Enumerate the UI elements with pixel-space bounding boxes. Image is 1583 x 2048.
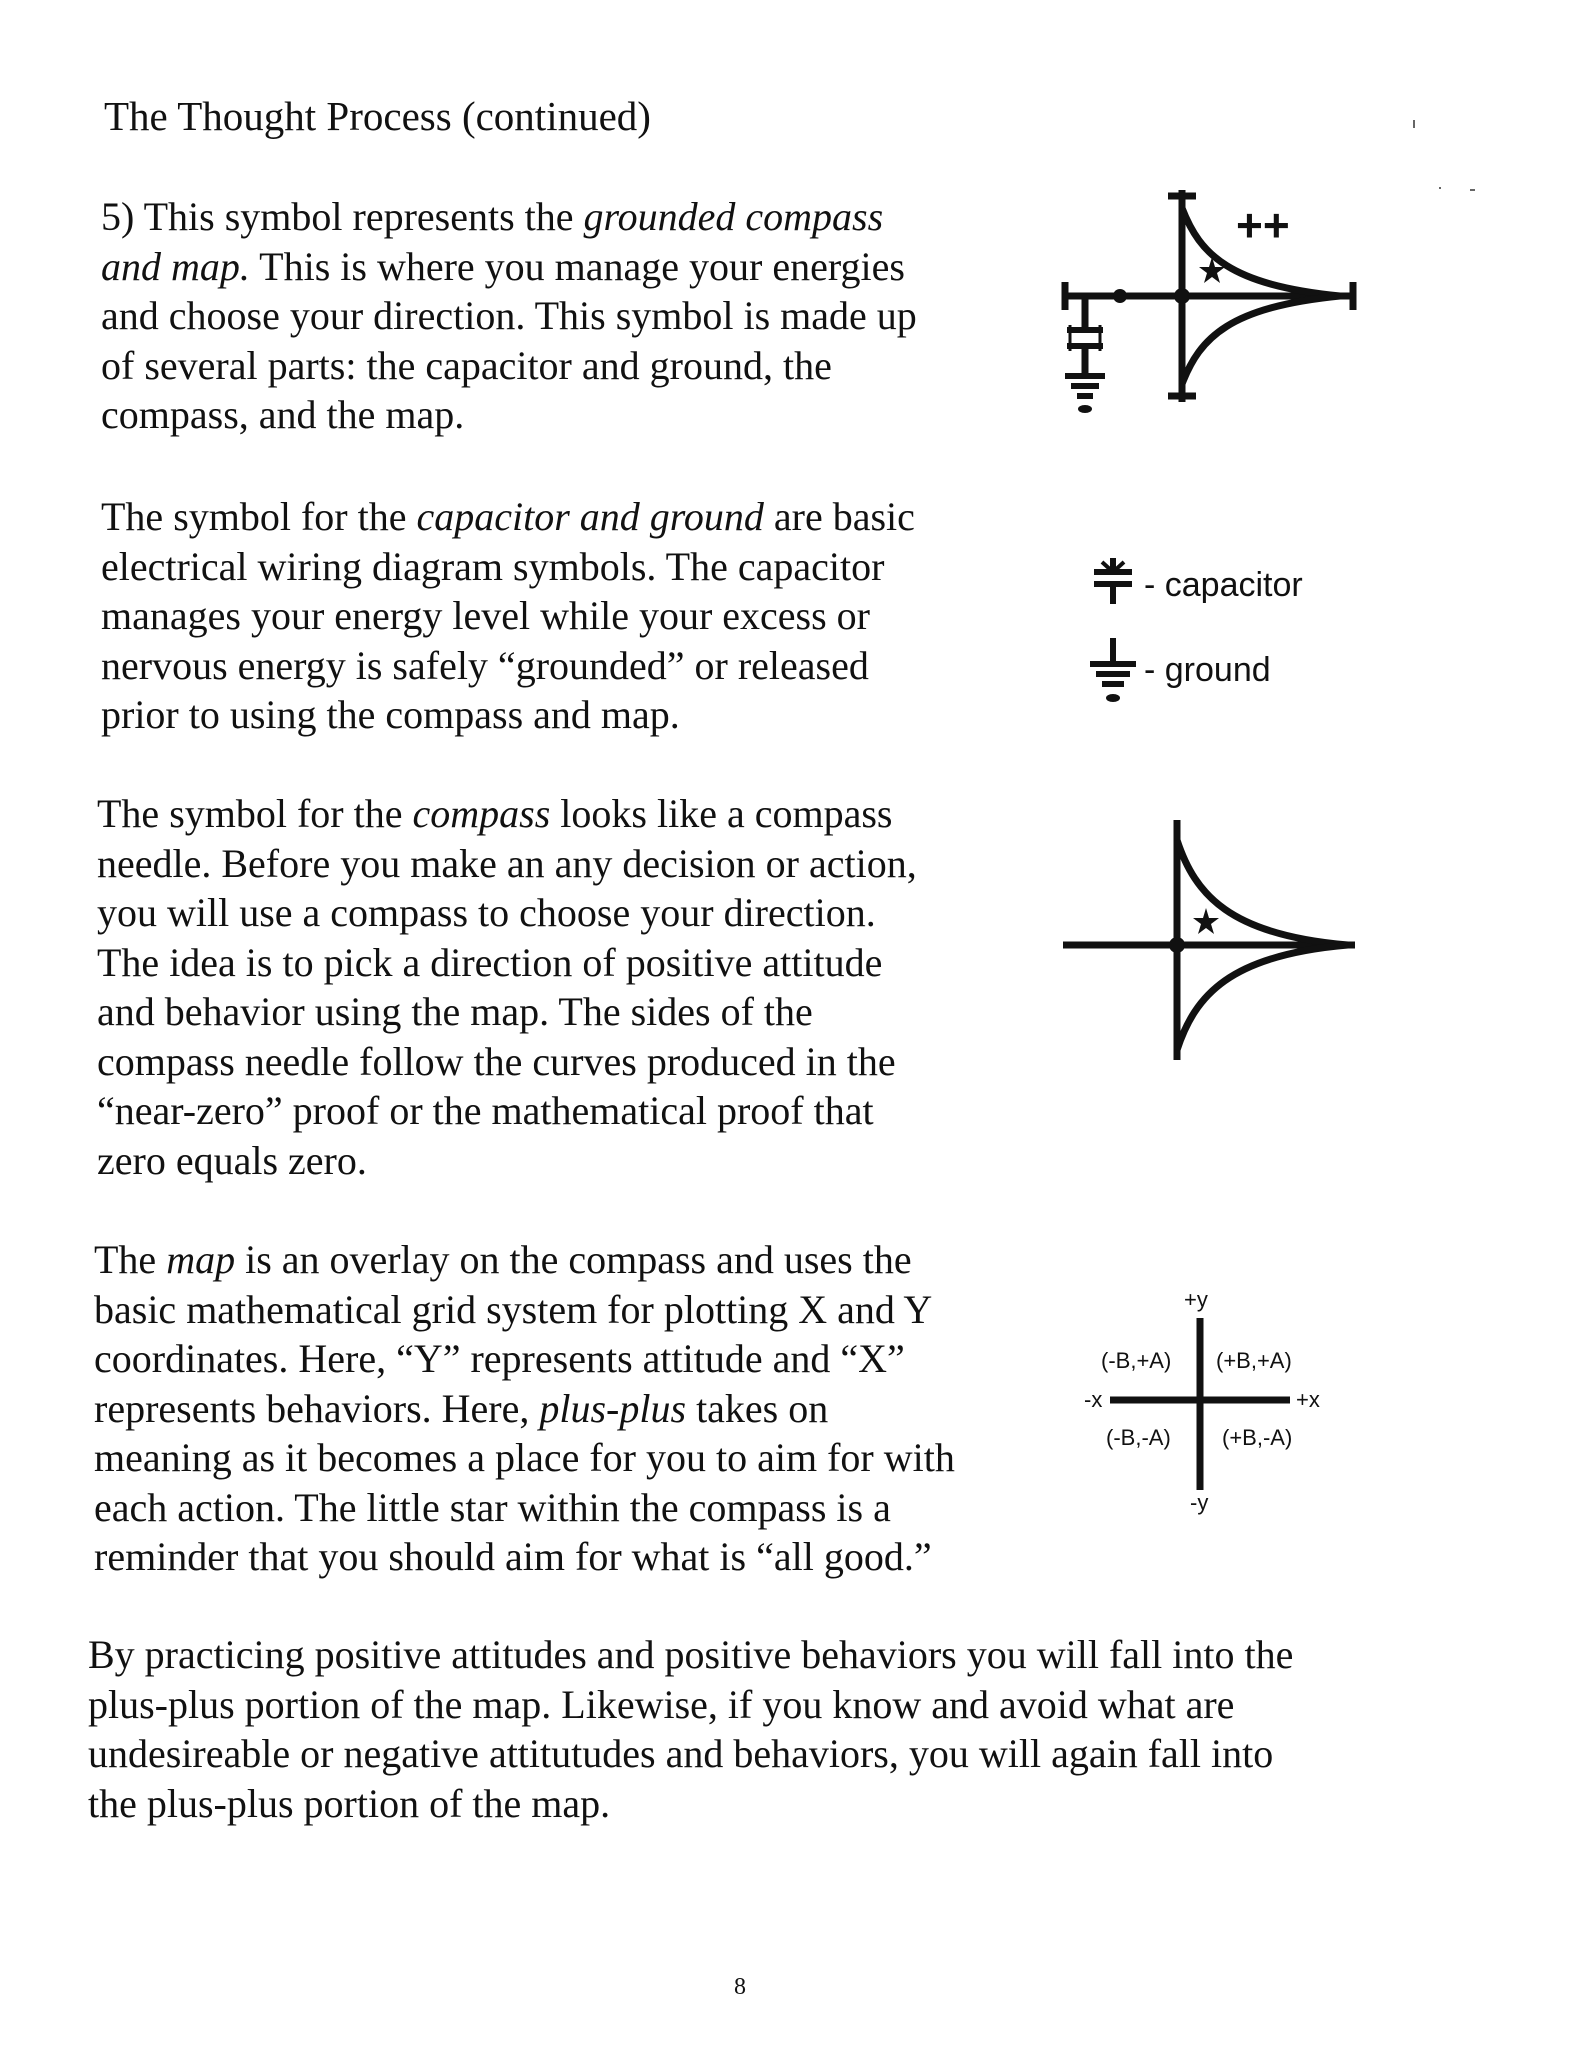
text-line: manages your energy level while your excess or (101, 593, 871, 638)
text-line: plus-plus portion of the map. Likewise, if you know and avoid what are (88, 1681, 1235, 1727)
text-line: The symbol for the compass looks like a compass (97, 791, 893, 836)
text-line: undesireable or negative attitutudes and behaviors, you will again fall into (88, 1731, 1274, 1776)
text-line: electrical wiring diagram symbols. The capacitor (101, 543, 885, 589)
ground-legend-label: - ground (1144, 651, 1271, 689)
text-line: reminder that you should aim for what is “all good.” (94, 1534, 932, 1579)
map-plus-x-label: +x (1296, 1387, 1320, 1412)
text-line: compass, and the map. (101, 392, 465, 437)
capacitor-icon (1088, 556, 1138, 610)
text-line: and map. This is where you manage your energies (101, 243, 905, 289)
text-line: needle. Before you make an any decision or action, (97, 840, 917, 886)
text-line: and behavior using the map. The sides of the (97, 989, 813, 1034)
map-quadrant-3-label: (-B,-A) (1106, 1425, 1171, 1450)
text-line: The map is an overlay on the compass and uses the (94, 1237, 912, 1282)
map-plus-y-label: +y (1184, 1287, 1208, 1312)
text-line: of several parts: the capacitor and ground, the (101, 342, 832, 388)
scan-speck (1439, 187, 1441, 189)
grounded-compass-symbol-icon (1050, 180, 1390, 430)
text-line: basic mathematical grid system for plotting X and Y (94, 1286, 933, 1332)
map-quadrant-2-label: (-B,+A) (1101, 1348, 1172, 1373)
ground-icon (1088, 636, 1138, 708)
text-line: you will use a compass to choose your direction. (97, 890, 876, 935)
scan-speck (1413, 120, 1415, 128)
text-line: coordinates. Here, “Y” represents attitude and “X” (94, 1336, 905, 1381)
page-number: 8 (734, 1974, 746, 2000)
paragraph-compass (97, 789, 1027, 1185)
text-line: compass needle follow the curves produced in the (97, 1038, 896, 1084)
text-line: By practicing positive attitudes and positive behaviors you will fall into the (88, 1632, 1294, 1677)
page-heading: The Thought Process (continued) (104, 93, 651, 139)
map-axes-icon (1110, 1318, 1293, 1490)
map-quadrant-1-label: (+B,+A) (1216, 1348, 1292, 1373)
paragraph-map (94, 1235, 1054, 1582)
capacitor-legend-label: - capacitor (1144, 566, 1303, 604)
text-line: each action. The little star within the compass is a (94, 1484, 891, 1530)
text-line: represents behaviors. Here, plus-plus takes on (94, 1385, 829, 1431)
text-line: “near-zero” proof or the mathematical proof that (97, 1088, 874, 1133)
compass-symbol-icon (1060, 820, 1360, 1070)
plus-plus-label: ++ (1236, 199, 1290, 251)
text-line: the plus-plus portion of the map. (88, 1780, 611, 1826)
paragraph-capacitor-ground (101, 492, 1031, 740)
text-line: 5) This symbol represents the grounded compass (101, 194, 884, 239)
text-line: The idea is to pick a direction of positive attitude (97, 939, 883, 985)
text-line: meaning as it becomes a place for you to aim for with (94, 1435, 955, 1480)
map-minus-y-label: -y (1190, 1490, 1209, 1515)
map-minus-x-label: -x (1084, 1387, 1103, 1412)
text-line: prior to using the compass and map. (101, 692, 680, 737)
text-line: nervous energy is safely “grounded” or released (101, 642, 869, 688)
paragraph-conclusion (88, 1630, 1388, 1828)
paragraph-grounded-compass (101, 192, 1031, 440)
text-line: The symbol for the capacitor and ground are basic (101, 494, 915, 539)
text-line: and choose your direction. This symbol is made up (101, 293, 917, 338)
map-quadrant-4-label: (+B,-A) (1222, 1425, 1293, 1450)
scan-speck (1470, 189, 1475, 191)
text-line: zero equals zero. (97, 1137, 367, 1183)
